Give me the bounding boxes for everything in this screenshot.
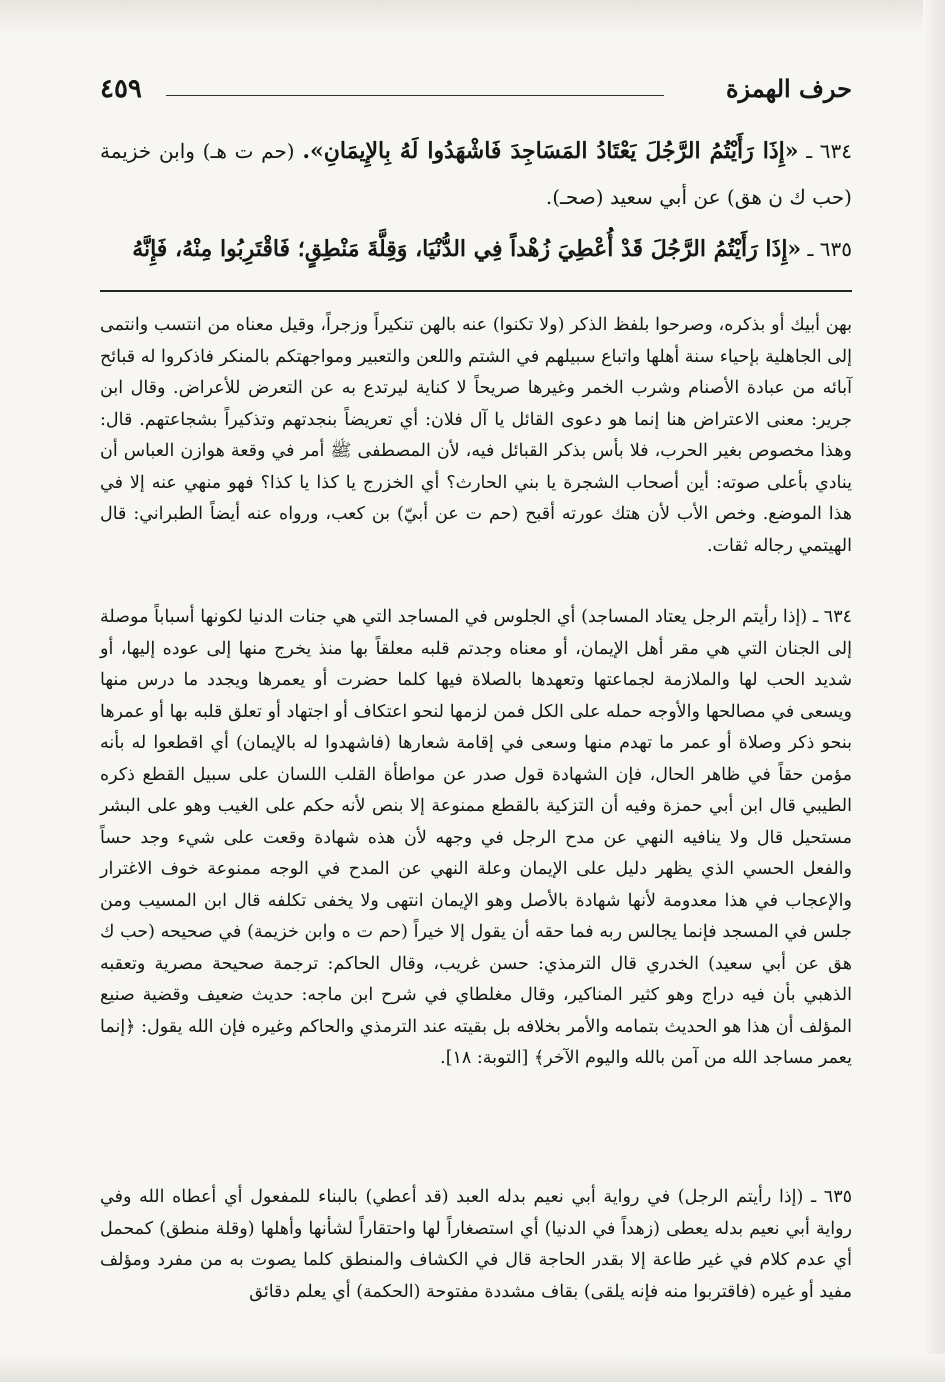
hadith-number: ٦٣٤ ـ <box>806 139 853 163</box>
commentary-paragraph: ٦٣٥ ـ (إذا رأيتم الرجل) في رواية أبي نعيم بدله العبد (قد أعطي) بالبناء للمفعول أي أعطاه الله وفي رواية أبي نعيم بدله يعطى (زهداً في الدنيا) أي استصغاراً لها واحتقاراً لشأنها وأهلها (وقلة منطق) كمحمل أي عدم كلام في غير طاعة إلا بقدر الحاجة قال في الكشاف والمنطق كلما يصوت به من مفرد ومؤلف مفيد أو غيره (فاقتربوا منه فإنه يلقى) بقاف مشددة مفتوحة (الحكمة) أي يعلم دقائق <box>100 1187 852 1302</box>
scan-right-edge <box>923 0 945 1382</box>
commentary-paragraph: ٦٣٤ ـ (إذا رأيتم الرجل يعتاد المساجد) أي الجلوس في المساجد التي هي جنات الدنيا لكونها أسباباً موصلة إلى الجنان التي هي مقر أهل الإيمان، أو معناه وجدتم قلبه معلقاً بها منذ يخرج منها إلى عوده إليها، أو شديد الحب لها والملازمة لجماعتها وتعهدها بالصلاة فيها كلما حضرت أو يعمرها ويجدد ما درس منها ويسعى في مصالحها والأوجه حمله على الكل فمن لزمها لنحو اعتكاف أو اجتهاد أو تعلق قلبه بها أو عمرها بنحو ذكر وصلاة أو عمر ما تهدم منها وسعى في إقامة شعارها (فاشهدوا له بالإيمان) أي اقطعوا له بأنه مؤمن حقاً في ظاهر الحال، فإن الشهادة قول صدر عن مواطأة القلب اللسان على سبيل القطع ذكره الطيبي قال ابن أبي حمزة وفيه أن التزكية بالقطع ممنوعة إلا بنص لأنه حكم على الغيب وهو على البشر مستحيل قال ولا ينافيه النهي عن مدح الرجل في وجهه لأن هذه شهادة وقعت على شيء وجد حساً والفعل الحسي الذي يظهر دليل على الإيمان وعلة النهي عن المدح في الوجه ممنوعة خوف الاغترار والإعجاب في هذا معدومة لأنها شهادة بالأصل وهو الإيمان انتهى ولا يخفى تكلفه قال ابن المسيب ومن جلس في المسجد فإنما يجالس ربه فما حقه أن يقول إلا خيراً (حم ت ه وابن خزيمة) في صحيحه (حب ك هق عن أبي سعيد) الخدري قال الترمذي: حسن غريب، وقال الحاكم: ترجمة صحيحة مصرية وتعقبه الذهبي بأن فيه دراج وهو كثير المناكير، وقال مغلطاي في شرح ابن ماجه: حديث ضعيف وقضية صنيع المؤلف أن هذا هو الحديث بتمامه والأمر بخلافه بل بقيته عند الترمذي والحاكم وغيره فإن الله يقول: ﴿إنما يعمر مساجد الله من آمن بالله واليوم الآخر﴾ [التوبة: ١٨]. <box>100 607 852 1068</box>
commentary-paragraph: بهن أبيك أو بذكره، وصرحوا بلفظ الذكر (ولا تكنوا) عنه بالهن تنكيراً وزجراً، وقيل معناه من انتسب وانتمى إلى الجاهلية بإحياء سنة أهلها واتباع سبيلهم في الشتم واللعن والتعبير ومواجهتكم بالمنكر فاذكروا له قبائح آبائه من عبادة الأصنام وشرب الخمر وغيرها صريحاً لا كناية ليرتدع به عن التعرض للأعراض. وقال ابن جرير: معنى الاعتراض هنا إنما هو دعوى القائل يا آل فلان: أي تعريضاً بنجدتهم وتذكيراً بشجاعتهم. قال: وهذا مخصوص بغير الحرب، فلا بأس بذكر القبائل فيه، لأن المصطفى ﷺ أمر في وقعة هوازن العباس أن ينادي بأعلى صوته: أين أصحاب الشجرة يا بني الحارث؟ أي الخزرج يا كذا يا كذا؟ فهو منهي عنه إلا في هذا الموضع. وخص الأب لأن هتك عورته أقبح (حم ت عن أبيّ) بن كعب، ورواه عنه أيضاً الطبراني: قال الهيتمي رجاله ثقات. <box>100 315 852 556</box>
hadith-number: ٦٣٥ ـ <box>807 237 852 261</box>
commentary-continued <box>100 310 852 562</box>
chapter-title: حرف الهمزة <box>725 74 852 103</box>
scan-bottom-edge <box>0 1354 945 1382</box>
hadith-text: «إِذَا رَأَيْتُمُ الرَّجُلَ يَعْتَادُ المَسَاجِدَ فَاشْهَدُوا لَهُ بِالإِيمَانِ». <box>302 138 799 164</box>
commentary-635 <box>100 1182 852 1308</box>
header-rule <box>166 95 664 96</box>
hadith-634 <box>100 128 852 220</box>
hadith-reference: (حم ت هـ) وابن خزيمة (حب ك ن هق) عن أبي سعيد (صحـ). <box>100 139 852 209</box>
footnote-separator <box>100 290 852 292</box>
page-number: ٤٥٩ <box>100 74 142 104</box>
hadith-text: «إِذَا رَأَيْتُمُ الرَّجُلَ قَدْ أُعْطِيَ زُهْداً فِي الدُّنْيَا، وَقِلَّةَ مَنْطِقٍ؛ فَاقْتَرِبُوا مِنْهُ، فَإِنَّهُ <box>132 236 802 262</box>
scan-top-edge <box>0 0 945 34</box>
running-header <box>100 70 852 106</box>
hadith-635 <box>100 226 852 272</box>
commentary-634 <box>100 602 852 1075</box>
